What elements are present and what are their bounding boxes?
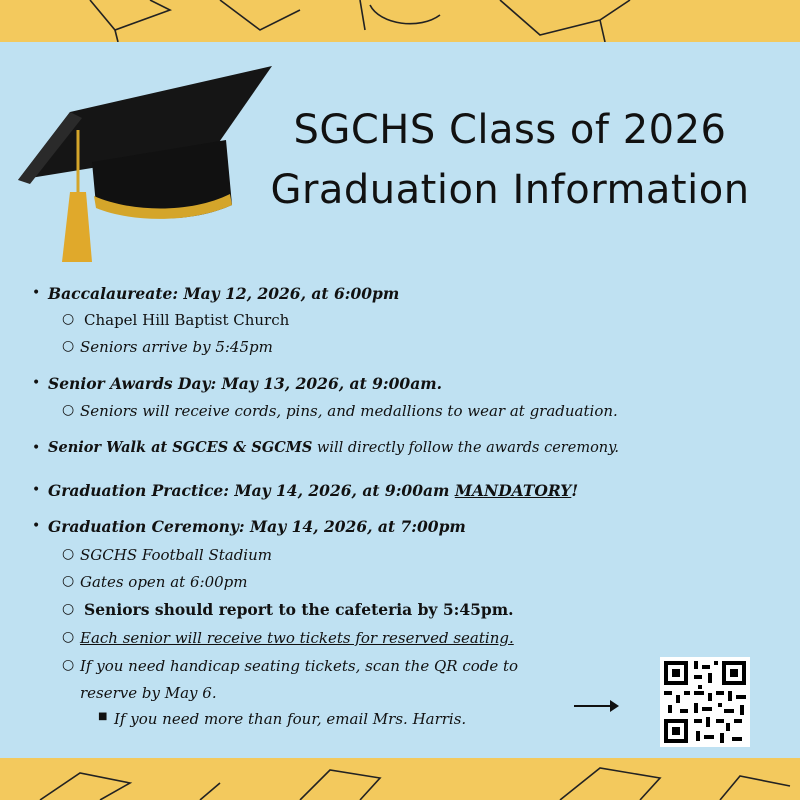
baccalaureate-location: Chapel Hill Baptist Church <box>84 311 290 329</box>
bullet-dot-icon: • <box>32 518 41 534</box>
bullet-dot-icon: • <box>32 440 41 456</box>
ceremony-report: Seniors should report to the cafeteria by 5:45pm. <box>84 600 514 619</box>
awards-heading: Senior Awards Day: May 13, 2026, at 9:00am. <box>48 374 443 393</box>
circle-bullet-icon: ○ <box>62 311 75 327</box>
circle-bullet-icon: ○ <box>62 629 75 645</box>
arrow-right-icon <box>572 697 620 715</box>
practice-text: Graduation Practice: May 14, 2026, at 9:00am <box>48 481 455 500</box>
ceremony-heading: Graduation Ceremony: May 14, 2026, at 7:00pm <box>48 517 466 536</box>
title-line-2: Graduation Information <box>270 167 750 213</box>
ceremony-handicap-line1: If you need handicap seating tickets, scan the QR code to <box>80 657 519 675</box>
bullet-dot-icon: • <box>32 482 41 498</box>
practice-heading <box>48 481 578 500</box>
practice-end: ! <box>571 481 579 500</box>
circle-bullet-icon: ○ <box>62 402 75 418</box>
ceremony-more-tickets: If you need more than four, email Mrs. Harris. <box>114 710 467 728</box>
ceremony-tickets: Each senior will receive two tickets for reserved seating. <box>80 629 514 647</box>
ceremony-gates: Gates open at 6:00pm <box>80 573 248 591</box>
circle-bullet-icon: ○ <box>62 601 75 617</box>
baccalaureate-heading: Baccalaureate: May 12, 2026, at 6:00pm <box>48 284 400 303</box>
awards-detail: Seniors will receive cords, pins, and medallions to wear at graduation. <box>80 402 618 420</box>
square-bullet-icon: ■ <box>98 711 108 722</box>
ceremony-stadium: SGCHS Football Stadium <box>80 546 272 564</box>
circle-bullet-icon: ○ <box>62 657 75 673</box>
bullet-dot-icon: • <box>32 375 41 391</box>
circle-bullet-icon: ○ <box>62 546 75 562</box>
senior-walk <box>48 439 619 456</box>
mandatory-label: MANDATORY <box>454 481 572 500</box>
qr-code-icon[interactable] <box>660 657 750 747</box>
title-line-1: SGCHS Class of 2026 <box>293 107 727 153</box>
circle-bullet-icon: ○ <box>62 338 75 354</box>
ceremony-handicap-line2: reserve by May 6. <box>80 684 217 702</box>
senior-walk-bold: Senior Walk at SGCES & SGCMS <box>48 439 313 456</box>
circle-bullet-icon: ○ <box>62 573 75 589</box>
baccalaureate-arrival: Seniors arrive by 5:45pm <box>80 338 273 356</box>
bullet-dot-icon: • <box>32 285 41 301</box>
senior-walk-rest: will directly follow the awards ceremony. <box>312 440 620 456</box>
